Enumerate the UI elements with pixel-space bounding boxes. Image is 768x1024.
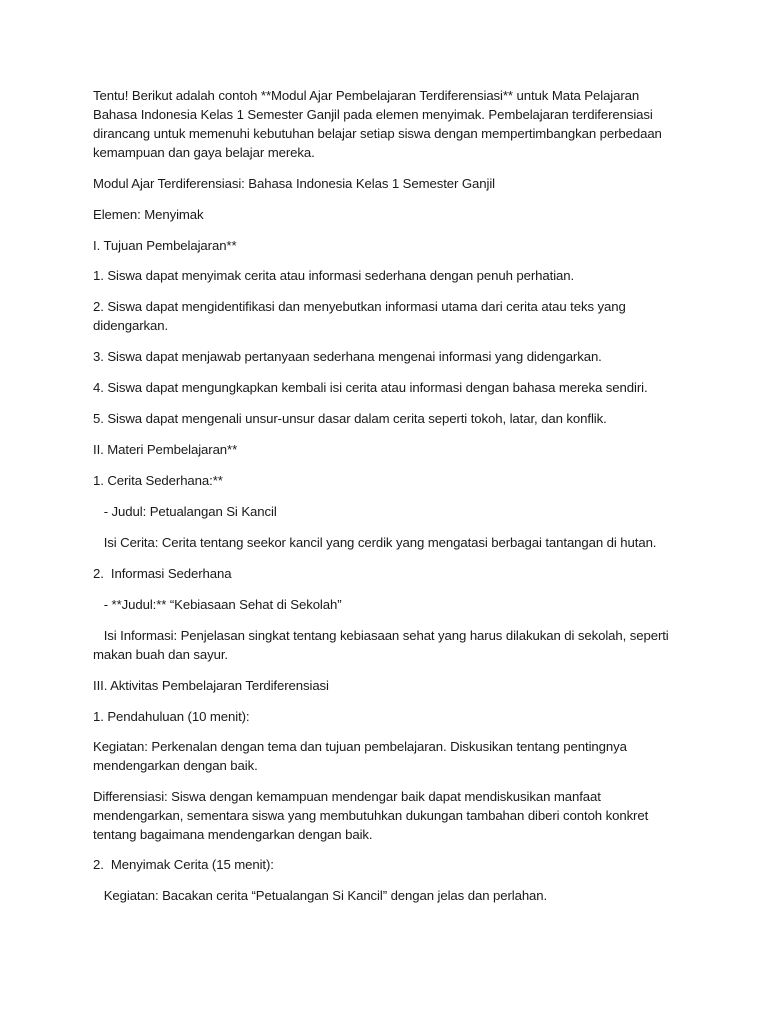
activity-1-kegiatan: Kegiatan: Perkenalan dengan tema dan tujuan pembelajaran. Diskusikan tentang pentingnya mendengarkan dengan baik. (93, 739, 631, 773)
material-item-2: 2. Informasi Sederhana (93, 566, 232, 581)
section-heading-1: I. Tujuan Pembelajaran** (93, 238, 237, 253)
element-label: Elemen: Menyimak (93, 207, 204, 222)
objective-item-5: 5. Siswa dapat mengenali unsur-unsur dasar dalam cerita seperti tokoh, latar, dan konflik. (93, 411, 607, 426)
story-title: - Judul: Petualangan Si Kancil (93, 504, 277, 519)
info-content: Isi Informasi: Penjelasan singkat tentang kebiasaan sehat yang harus dilakukan di sekolah, seperti makan buah dan sayur. (93, 628, 673, 662)
activity-item-1: 1. Pendahuluan (10 menit): (93, 709, 250, 724)
activity-2-kegiatan: Kegiatan: Bacakan cerita “Petualangan Si Kancil” dengan jelas dan perlahan. (93, 888, 548, 903)
intro-paragraph: Tentu! Berikut adalah contoh **Modul Ajar Pembelajaran Terdiferensiasi** untuk Mata Pelajaran Bahasa Indonesia Kelas 1 Semester Ganjil pada elemen menyimak. Pembelajaran terdiferensiasi dirancang untuk memenuhi kebutuhan belajar setiap siswa dengan mempertimbangkan perbedaan kemampuan dan gaya belajar mereka. (93, 88, 666, 160)
activity-item-2: 2. Menyimak Cerita (15 menit): (93, 857, 274, 872)
story-content: Isi Cerita: Cerita tentang seekor kancil yang cerdik yang mengatasi berbagai tantangan di hutan. (93, 535, 657, 550)
activity-1-differensiasi: Differensiasi: Siswa dengan kemampuan mendengar baik dapat mendiskusikan manfaat mendengarkan, sementara siswa yang membutuhkan dukungan tambahan diberi contoh konkret tentang bagaimana mendengarkan dengan baik. (93, 789, 652, 842)
objective-item-3: 3. Siswa dapat menjawab pertanyaan sederhana mengenai informasi yang didengarkan. (93, 349, 602, 364)
material-item-1: 1. Cerita Sederhana:** (93, 473, 223, 488)
section-heading-2: II. Materi Pembelajaran** (93, 442, 238, 457)
objective-item-4: 4. Siswa dapat mengungkapkan kembali isi cerita atau informasi dengan bahasa mereka sendiri. (93, 380, 648, 395)
info-title: - **Judul:** “Kebiasaan Sehat di Sekolah” (93, 597, 342, 612)
module-title: Modul Ajar Terdiferensiasi: Bahasa Indonesia Kelas 1 Semester Ganjil (93, 176, 495, 191)
objective-item-1: 1. Siswa dapat menyimak cerita atau informasi sederhana dengan penuh perhatian. (93, 268, 575, 283)
section-heading-3: III. Aktivitas Pembelajaran Terdiferensiasi (93, 678, 329, 693)
objective-item-2: 2. Siswa dapat mengidentifikasi dan menyebutkan informasi utama dari cerita atau teks yang didengarkan. (93, 299, 630, 333)
